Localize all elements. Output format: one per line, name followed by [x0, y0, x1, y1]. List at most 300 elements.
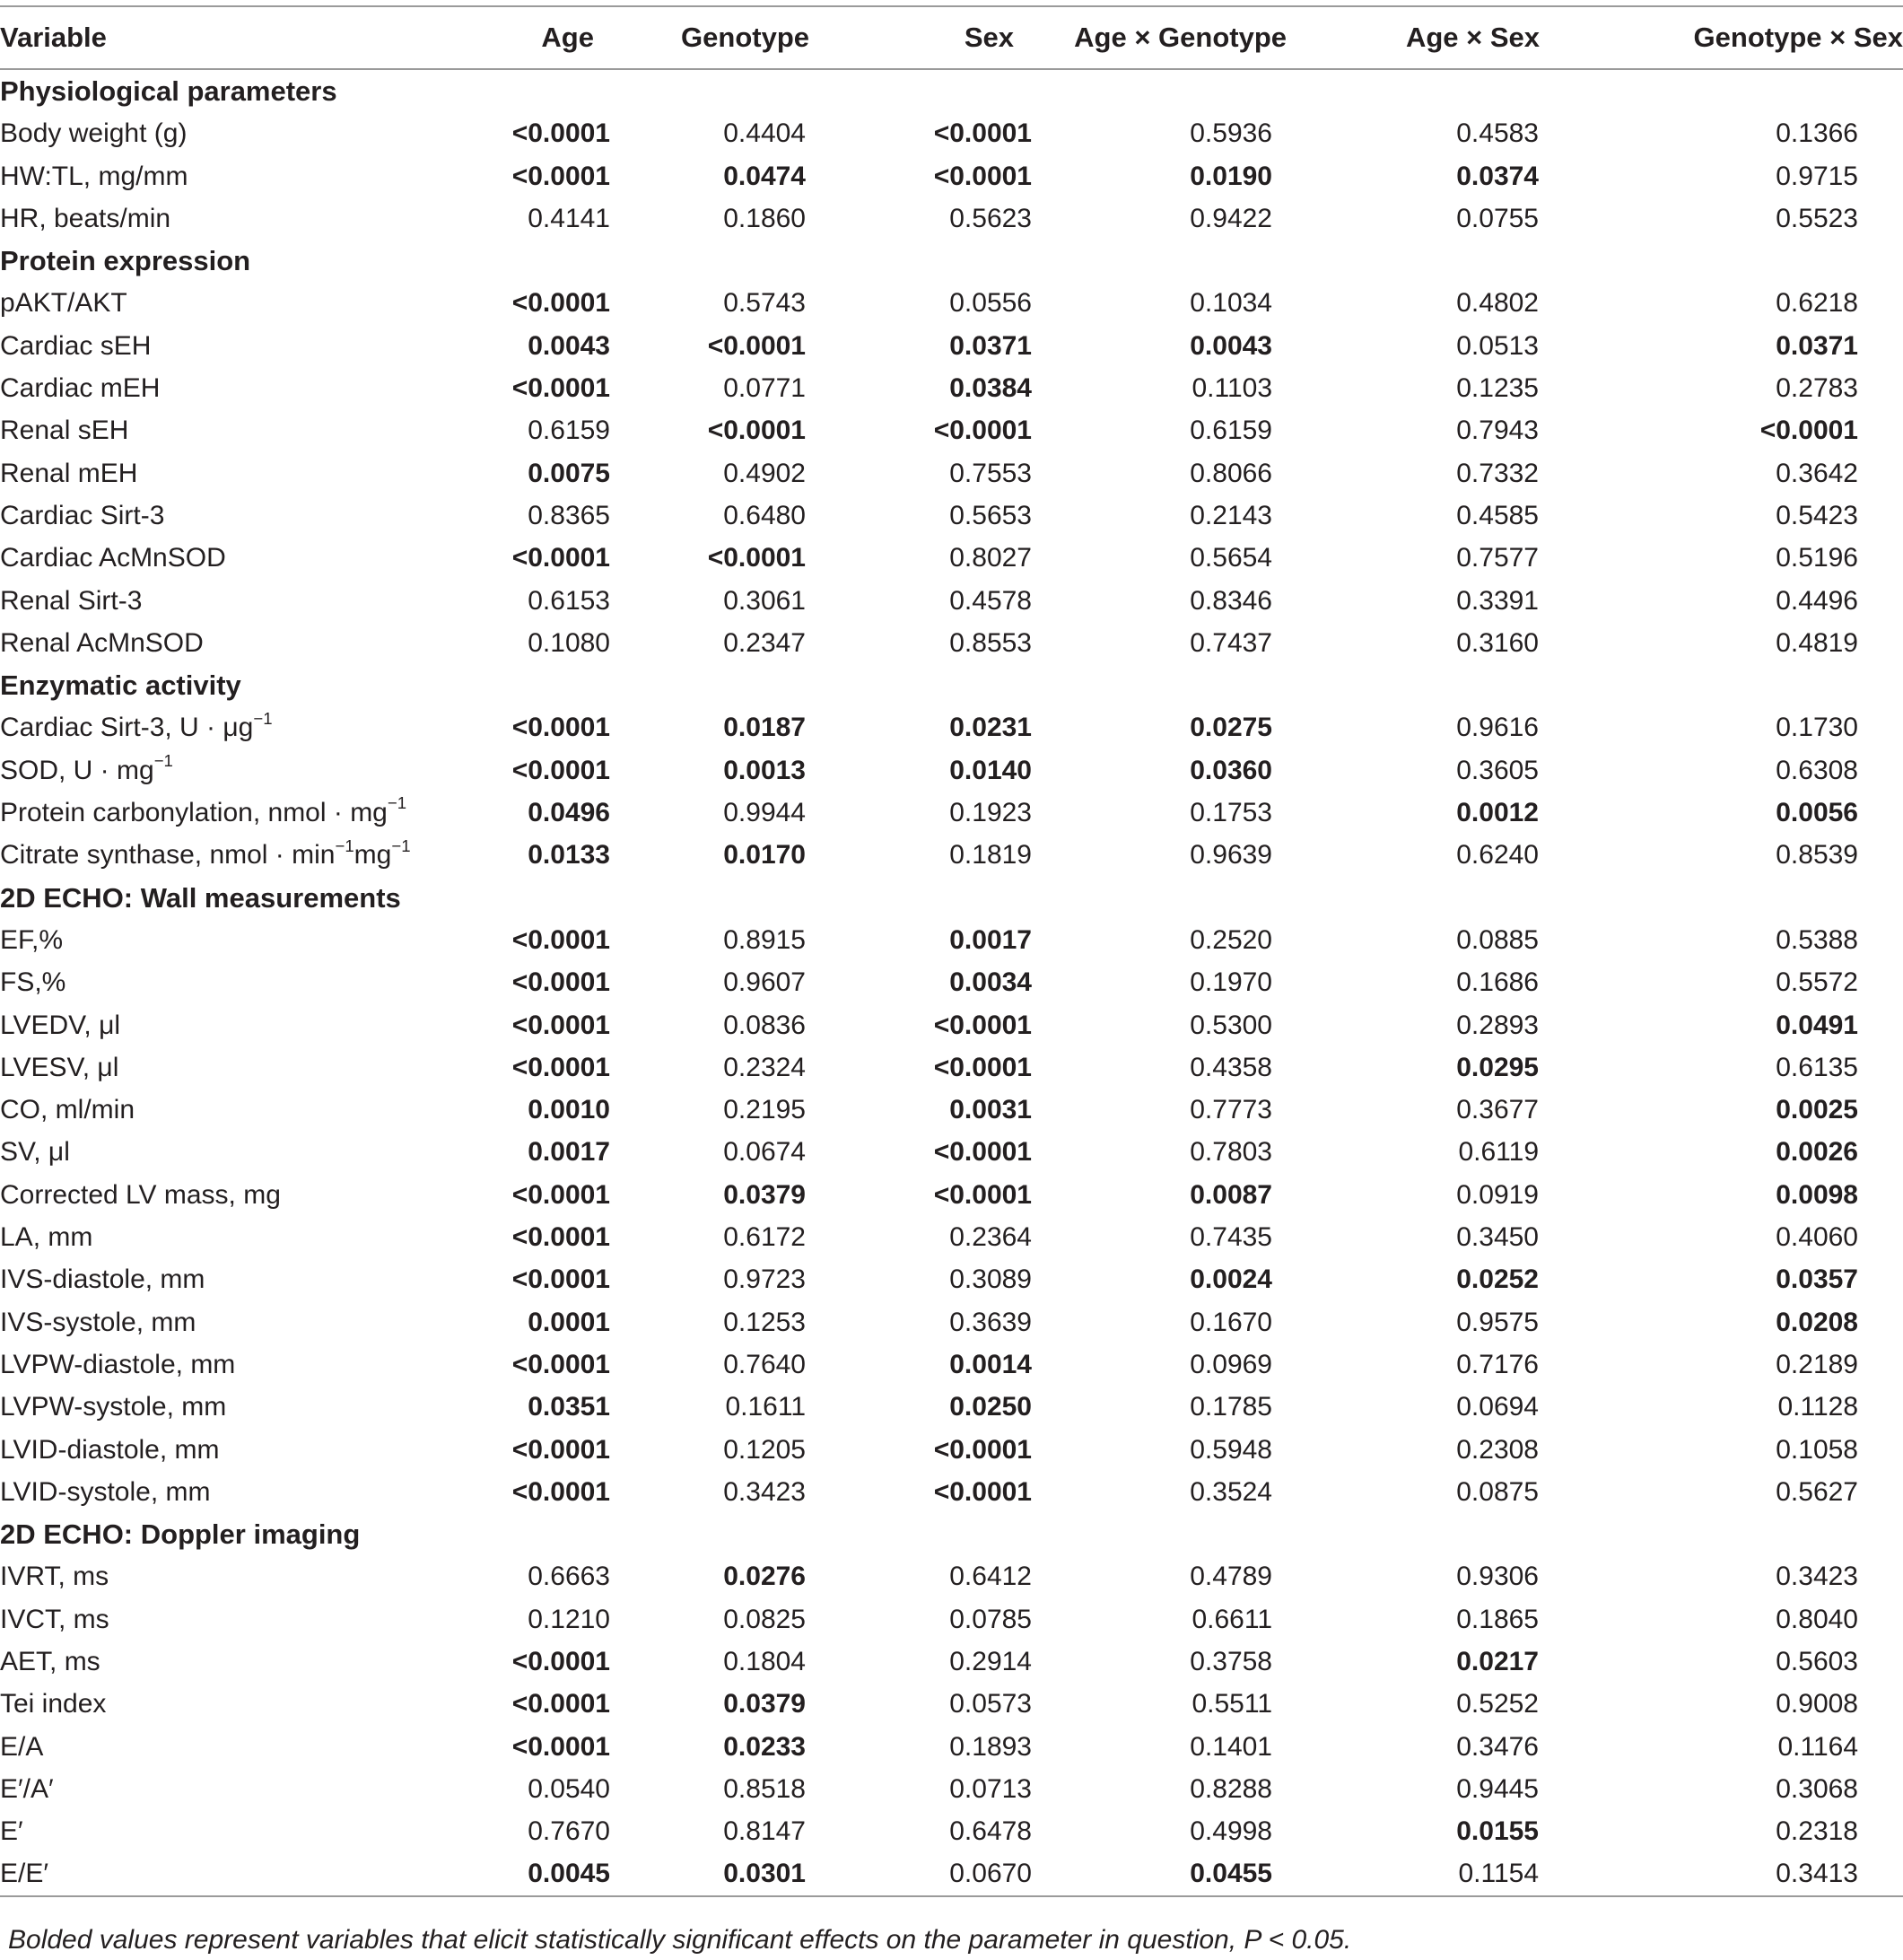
p-value-table: [0, 5, 1903, 1897]
p-value-cell: 0.8288: [1190, 1773, 1272, 1804]
row-label: [0, 1598, 511, 1641]
p-value-cell: 0.4789: [1190, 1562, 1272, 1592]
table-row: [0, 1683, 1903, 1725]
p-value-cell: 0.0379: [723, 1689, 806, 1719]
p-value-cell: 0.2324: [723, 1052, 806, 1082]
p-value-cell: 0.6240: [1456, 840, 1539, 871]
p-value-cell: 0.6478: [949, 1816, 1032, 1847]
row-label: [0, 622, 511, 664]
row-label-text: Citrate synthase, nmol · min: [0, 840, 336, 871]
p-value-cell: 0.0001: [528, 1307, 610, 1337]
p-value-cell: 0.9445: [1456, 1773, 1539, 1804]
row-label-text: LVID-diastole, mm: [0, 1434, 220, 1465]
table-row: [0, 961, 1903, 1003]
section-row: [0, 877, 1903, 919]
p-value-cell: 0.0825: [723, 1604, 806, 1634]
p-value-cell: 0.3524: [1190, 1476, 1272, 1507]
p-value-cell: 0.0384: [949, 373, 1032, 404]
p-value-cell: 0.5423: [1776, 500, 1858, 530]
row-label-text: IVRT, ms: [0, 1562, 109, 1592]
row-label: [0, 1641, 511, 1683]
p-value-cell: 0.2364: [949, 1222, 1032, 1253]
p-value-cell: 0.6218: [1776, 288, 1858, 319]
p-value-cell: 0.8365: [528, 500, 610, 530]
table-row: [0, 706, 1903, 748]
row-label: [0, 961, 511, 1003]
p-value-cell: 0.0170: [723, 840, 806, 871]
p-value-cell: 0.0017: [528, 1137, 610, 1168]
p-value-cell: <0.0001: [1759, 416, 1858, 446]
unit-exponent: −1: [391, 836, 411, 855]
p-value-cell: 0.5653: [949, 500, 1032, 530]
row-label: [0, 1046, 511, 1089]
p-value-cell: 0.0301: [610, 1852, 822, 1895]
table-row: [0, 1216, 1903, 1258]
row-label-text: Protein carbonylation, nmol · mg: [0, 798, 388, 828]
p-value-cell: 0.0513: [1456, 330, 1539, 361]
row-label: [0, 155, 511, 197]
p-value-cell: 0.0098: [1776, 1179, 1858, 1210]
p-value-cell: <0.0001: [933, 416, 1032, 446]
unit-exponent: −1: [387, 793, 407, 813]
row-label-text: IVS-systole, mm: [0, 1307, 196, 1337]
row-label-text: Cardiac Sirt-3, U · μg: [0, 713, 254, 743]
p-value-cell: 0.6172: [723, 1222, 806, 1253]
p-value-cell: 0.0491: [1776, 1010, 1858, 1040]
p-value-cell: 0.0875: [1456, 1476, 1539, 1507]
section-row: [0, 240, 1903, 282]
table-row: [0, 1810, 1903, 1852]
row-label: [0, 1555, 511, 1597]
table-row: [0, 1258, 1903, 1300]
p-value-cell: 0.0674: [723, 1137, 806, 1168]
p-value-cell: 0.1210: [528, 1604, 610, 1634]
unit-exponent: −1: [253, 708, 273, 728]
table-row: [0, 1386, 1903, 1428]
table-body: [0, 69, 1903, 1896]
row-label-text: Renal Sirt-3: [0, 585, 143, 616]
row-label-text: IVCT, ms: [0, 1604, 109, 1634]
row-label: [0, 1089, 511, 1131]
p-value-cell: 0.2195: [723, 1095, 806, 1125]
row-label: [0, 1683, 511, 1725]
p-value-cell: <0.0001: [511, 118, 610, 149]
table-row: [0, 1598, 1903, 1641]
p-value-cell: <0.0001: [707, 416, 806, 446]
p-value-cell: 0.5572: [1776, 967, 1858, 998]
p-value-cell: <0.0001: [511, 1731, 610, 1762]
p-value-cell: 0.5948: [1190, 1434, 1272, 1465]
p-value-cell: 0.0043: [528, 330, 610, 361]
p-value-cell: 0.6480: [723, 500, 806, 530]
p-value-cell: 0.9575: [1456, 1307, 1539, 1337]
p-value-cell: 0.3450: [1456, 1222, 1539, 1253]
p-value-cell: 0.3476: [1456, 1731, 1539, 1762]
p-value-cell: <0.0001: [511, 1052, 610, 1082]
header-row: [0, 6, 1903, 69]
p-value-cell: 0.0075: [528, 458, 610, 488]
row-label: [0, 282, 511, 324]
row-label-text: LVESV, μl: [0, 1052, 119, 1082]
table-row: [0, 325, 1903, 367]
row-label-text: pAKT/AKT: [0, 288, 127, 319]
p-value-cell: 0.1923: [949, 798, 1032, 828]
row-label-text: LA, mm: [0, 1222, 93, 1253]
row-label: [0, 1471, 511, 1513]
p-value-cell: 0.8915: [723, 924, 806, 955]
header-genotype-x-sex: Genotype × Sex: [1563, 6, 1903, 69]
row-label-text: Cardiac AcMnSOD: [0, 543, 226, 573]
p-value-cell: 0.0455: [1032, 1852, 1288, 1895]
p-value-cell: 0.0371: [1776, 330, 1858, 361]
table-row: [0, 919, 1903, 961]
p-value-cell: 0.3423: [1776, 1562, 1858, 1592]
row-label-text: E′: [0, 1816, 23, 1847]
table-row: [0, 197, 1903, 240]
p-value-cell: 0.8066: [1190, 458, 1272, 488]
row-label-text: SOD, U · mg: [0, 755, 154, 785]
row-label: [0, 367, 511, 409]
p-value-cell: 0.0252: [1456, 1264, 1539, 1295]
p-value-cell: 0.2914: [949, 1646, 1032, 1676]
p-value-cell: <0.0001: [707, 543, 806, 573]
p-value-cell: 0.0755: [1456, 203, 1539, 233]
row-label: [0, 834, 511, 876]
table-row: [0, 622, 1903, 664]
p-value-cell: 0.9715: [1776, 161, 1858, 191]
row-label: [0, 1301, 511, 1343]
row-label: [0, 1343, 511, 1386]
p-value-cell: 0.6119: [1458, 1137, 1539, 1168]
p-value-cell: 0.0233: [723, 1731, 806, 1762]
table-row: [0, 1343, 1903, 1386]
p-value-cell: 0.0374: [1456, 161, 1539, 191]
p-value-cell: 0.4585: [1456, 500, 1539, 530]
p-value-cell: 0.0187: [723, 713, 806, 743]
p-value-cell: 0.1401: [1190, 1731, 1272, 1762]
p-value-cell: 0.0034: [949, 967, 1032, 998]
row-label: [0, 1258, 511, 1300]
p-value-cell: 0.4404: [723, 118, 806, 149]
row-label: [0, 1174, 511, 1216]
p-value-cell: 0.0010: [528, 1095, 610, 1125]
table-row: [0, 282, 1903, 324]
p-value-cell: <0.0001: [511, 1646, 610, 1676]
p-value-cell: 0.7640: [723, 1349, 806, 1379]
row-label-text: LVPW-diastole, mm: [0, 1349, 236, 1379]
header-genotype: Genotype: [610, 6, 822, 69]
p-value-cell: <0.0001: [933, 1434, 1032, 1465]
row-label-text: FS,%: [0, 967, 66, 998]
row-label: [0, 749, 511, 792]
p-value-cell: 0.1164: [1777, 1731, 1858, 1762]
p-value-cell: 0.0694: [1456, 1392, 1539, 1422]
p-value-cell: 0.0208: [1776, 1307, 1858, 1337]
p-value-cell: 0.0190: [1190, 161, 1272, 191]
p-value-cell: 0.0371: [949, 330, 1032, 361]
p-value-cell: 0.5300: [1190, 1010, 1272, 1040]
row-label: [0, 792, 511, 834]
p-value-cell: 0.0540: [528, 1773, 610, 1804]
row-label-text: E′/A′: [0, 1773, 54, 1804]
row-label: [0, 580, 511, 622]
p-value-cell: 0.9723: [723, 1264, 806, 1295]
p-value-cell: 0.0275: [1190, 713, 1272, 743]
p-value-cell: 0.1804: [723, 1646, 806, 1676]
p-value-cell: <0.0001: [933, 1052, 1032, 1082]
unit-exponent: −1: [153, 750, 173, 770]
table-row: [0, 1471, 1903, 1513]
table-row: [0, 1852, 1903, 1895]
row-label-text: Cardiac Sirt-3: [0, 500, 165, 530]
table-row: [0, 1726, 1903, 1768]
p-value-cell: 0.0140: [949, 755, 1032, 785]
p-value-cell: 0.6412: [949, 1562, 1032, 1592]
p-value-cell: 0.0133: [528, 840, 610, 871]
table-row: [0, 1089, 1903, 1131]
p-value-cell: 0.2189: [1776, 1349, 1858, 1379]
row-label-text: Renal mEH: [0, 458, 138, 488]
table-row: [0, 834, 1903, 876]
p-value-cell: 0.3642: [1776, 458, 1858, 488]
p-value-cell: 0.0056: [1776, 798, 1858, 828]
p-value-cell: 0.9422: [1190, 203, 1272, 233]
p-value-cell: 0.4496: [1776, 585, 1858, 616]
p-value-cell: 0.7803: [1190, 1137, 1272, 1168]
p-value-cell: 0.0357: [1776, 1264, 1858, 1295]
p-value-cell: 0.0026: [1776, 1137, 1858, 1168]
row-label: [0, 494, 511, 537]
section-heading: 2D ECHO: Doppler imaging: [0, 1518, 361, 1551]
p-value-cell: <0.0001: [511, 713, 610, 743]
table-row: [0, 1429, 1903, 1471]
p-value-cell: <0.0001: [933, 1179, 1032, 1210]
row-label: [0, 1386, 511, 1428]
p-value-cell: 0.3391: [1456, 585, 1539, 616]
row-label: [0, 197, 511, 240]
p-value-cell: <0.0001: [511, 161, 610, 191]
p-value-cell: 0.5523: [1776, 203, 1858, 233]
p-value-cell: 0.0573: [949, 1689, 1032, 1719]
table-row: [0, 1046, 1903, 1089]
p-value-cell: 0.3413: [1563, 1852, 1903, 1895]
p-value-cell: 0.0231: [949, 713, 1032, 743]
p-value-cell: 0.1860: [723, 203, 806, 233]
row-label: [0, 452, 511, 494]
p-value-cell: 0.0836: [723, 1010, 806, 1040]
p-value-cell: 0.3677: [1456, 1095, 1539, 1125]
row-label: [0, 1726, 511, 1768]
p-value-cell: 0.0250: [949, 1392, 1032, 1422]
p-value-cell: 0.0670: [822, 1852, 1032, 1895]
p-value-cell: <0.0001: [933, 1137, 1032, 1168]
row-label: [0, 1429, 511, 1471]
p-value-cell: 0.1753: [1190, 798, 1272, 828]
table-row: [0, 452, 1903, 494]
row-label-text: AET, ms: [0, 1646, 100, 1676]
p-value-cell: 0.5603: [1776, 1646, 1858, 1676]
p-value-cell: 0.7577: [1456, 543, 1539, 573]
p-value-cell: 0.8539: [1776, 840, 1858, 871]
p-value-cell: 0.8147: [723, 1816, 806, 1847]
p-value-cell: 0.2318: [1776, 1816, 1858, 1847]
p-value-cell: 0.0025: [1776, 1095, 1858, 1125]
row-label: [0, 1216, 511, 1258]
table-row: [0, 1641, 1903, 1683]
row-label: [0, 1004, 511, 1046]
p-value-cell: 0.0031: [949, 1095, 1032, 1125]
p-value-cell: 0.4998: [1190, 1816, 1272, 1847]
p-value-cell: <0.0001: [933, 118, 1032, 149]
p-value-cell: 0.4802: [1456, 288, 1539, 319]
header-age-x-genotype: Age × Genotype: [1032, 6, 1288, 69]
p-value-cell: 0.0713: [949, 1773, 1032, 1804]
p-value-cell: 0.0360: [1190, 755, 1272, 785]
table-row: [0, 155, 1903, 197]
table-row: [0, 792, 1903, 834]
row-label-text: E/A: [0, 1731, 44, 1762]
p-value-cell: 0.1785: [1190, 1392, 1272, 1422]
unit-exponent: −1: [335, 836, 354, 855]
p-value-cell: 0.0474: [723, 161, 806, 191]
row-label-text: Tei index: [0, 1689, 107, 1719]
section-row: [0, 1513, 1903, 1555]
section-heading: Protein expression: [0, 245, 251, 277]
p-value-cell: <0.0001: [511, 967, 610, 998]
p-value-cell: 0.6663: [528, 1562, 610, 1592]
row-label-text: LVEDV, μl: [0, 1010, 121, 1040]
p-value-cell: 0.3160: [1456, 627, 1539, 658]
table-row: [0, 1768, 1903, 1810]
p-value-cell: 0.7943: [1456, 416, 1539, 446]
p-value-cell: 0.5252: [1456, 1689, 1539, 1719]
row-label-text: Cardiac sEH: [0, 330, 152, 361]
p-value-cell: 0.4902: [723, 458, 806, 488]
p-value-cell: 0.4060: [1776, 1222, 1858, 1253]
p-value-cell: 0.9008: [1776, 1689, 1858, 1719]
p-value-cell: 0.3068: [1776, 1773, 1858, 1804]
row-label-text: LVID-systole, mm: [0, 1476, 211, 1507]
p-value-cell: 0.0351: [528, 1392, 610, 1422]
section-row: [0, 69, 1903, 112]
row-label: [0, 112, 511, 154]
p-value-cell: 0.0087: [1190, 1179, 1272, 1210]
p-value-cell: 0.7773: [1190, 1095, 1272, 1125]
table-footnote: Bolded values represent variables that elicit statistically significant effects on the parameter in question, P < 0.05.: [8, 1925, 1352, 1955]
table-row: [0, 1131, 1903, 1173]
p-value-cell: <0.0001: [707, 330, 806, 361]
p-value-cell: 0.1154: [1288, 1852, 1563, 1895]
section-heading: Enzymatic activity: [0, 669, 241, 702]
p-value-cell: 0.0496: [528, 798, 610, 828]
row-label: [0, 1131, 511, 1173]
row-label: [0, 1810, 511, 1852]
p-value-cell: 0.1366: [1776, 118, 1858, 149]
table-row: [0, 537, 1903, 579]
section-row: [0, 664, 1903, 706]
p-value-cell: 0.7553: [949, 458, 1032, 488]
p-value-cell: <0.0001: [511, 1010, 610, 1040]
p-value-cell: 0.0014: [949, 1349, 1032, 1379]
header-variable: Variable: [0, 6, 511, 69]
p-value-cell: <0.0001: [511, 373, 610, 404]
p-value-cell: 0.1730: [1776, 713, 1858, 743]
p-value-cell: 0.0295: [1456, 1052, 1539, 1082]
row-label: [0, 537, 511, 579]
p-value-cell: 0.1611: [725, 1392, 806, 1422]
p-value-cell: <0.0001: [511, 1689, 610, 1719]
p-value-cell: 0.9607: [723, 967, 806, 998]
p-value-cell: 0.6308: [1776, 755, 1858, 785]
p-value-cell: <0.0001: [933, 1476, 1032, 1507]
p-value-cell: 0.6159: [1190, 416, 1272, 446]
p-value-cell: 0.1819: [949, 840, 1032, 871]
p-value-cell: <0.0001: [511, 1264, 610, 1295]
p-value-cell: 0.3758: [1190, 1646, 1272, 1676]
p-value-cell: <0.0001: [511, 288, 610, 319]
p-value-cell: 0.1034: [1190, 288, 1272, 319]
p-value-cell: 0.0012: [1456, 798, 1539, 828]
p-value-cell: 0.3061: [723, 585, 806, 616]
row-label-text: Renal AcMnSOD: [0, 627, 204, 658]
p-value-cell: 0.6135: [1776, 1052, 1858, 1082]
header-age: Age: [511, 6, 610, 69]
p-value-cell: 0.0013: [723, 755, 806, 785]
p-value-cell: 0.0771: [723, 373, 806, 404]
p-value-cell: 0.2143: [1190, 500, 1272, 530]
table-row: [0, 409, 1903, 451]
p-value-cell: 0.2783: [1776, 373, 1858, 404]
p-value-cell: 0.2347: [723, 627, 806, 658]
row-label: [0, 325, 511, 367]
p-value-cell: 0.5388: [1776, 924, 1858, 955]
p-value-cell: 0.6611: [1192, 1604, 1272, 1634]
row-label: [0, 1768, 511, 1810]
row-label: [0, 706, 511, 748]
p-value-cell: 0.1058: [1776, 1434, 1858, 1465]
p-value-cell: <0.0001: [511, 924, 610, 955]
p-value-cell: 0.0379: [723, 1179, 806, 1210]
p-value-cell: 0.4578: [949, 585, 1032, 616]
p-value-cell: 0.0276: [723, 1562, 806, 1592]
p-value-cell: 0.0919: [1456, 1179, 1539, 1210]
p-value-cell: 0.1103: [1192, 373, 1272, 404]
p-value-cell: <0.0001: [511, 755, 610, 785]
p-value-cell: 0.0043: [1190, 330, 1272, 361]
p-value-cell: 0.1205: [723, 1434, 806, 1465]
p-value-cell: 0.4358: [1190, 1052, 1272, 1082]
p-value-cell: 0.3423: [723, 1476, 806, 1507]
p-value-cell: 0.7437: [1190, 627, 1272, 658]
row-label-text: E/E′: [0, 1859, 48, 1889]
table-row: [0, 1174, 1903, 1216]
p-value-cell: <0.0001: [511, 1476, 610, 1507]
p-value-cell: 0.5511: [1192, 1689, 1272, 1719]
row-label-text: HW:TL, mg/mm: [0, 161, 188, 191]
p-value-cell: 0.6153: [528, 585, 610, 616]
p-value-cell: <0.0001: [511, 1349, 610, 1379]
p-value-cell: 0.2308: [1456, 1434, 1539, 1465]
row-label: [0, 1852, 511, 1895]
p-value-cell: 0.7176: [1456, 1349, 1539, 1379]
p-value-cell: 0.1128: [1777, 1392, 1858, 1422]
table-row: [0, 367, 1903, 409]
p-value-cell: 0.0155: [1456, 1816, 1539, 1847]
p-value-cell: 0.0017: [949, 924, 1032, 955]
p-value-cell: 0.0885: [1456, 924, 1539, 955]
row-label-text: EF,%: [0, 924, 64, 955]
p-value-cell: 0.0556: [949, 288, 1032, 319]
